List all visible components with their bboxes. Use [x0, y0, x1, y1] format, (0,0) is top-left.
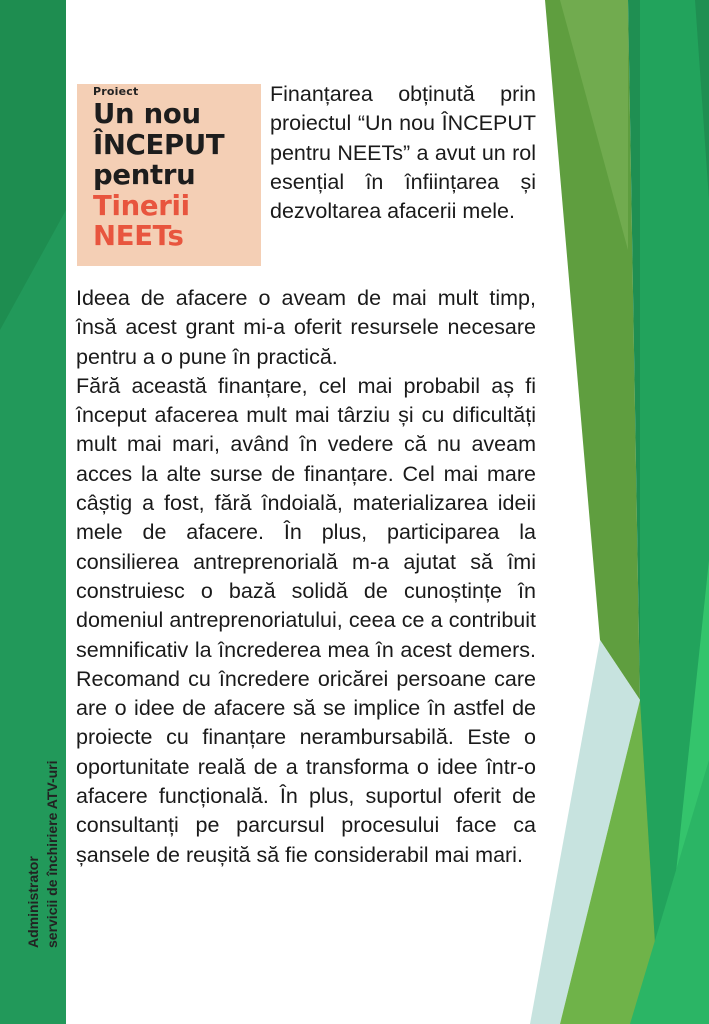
logo-small-text: Proiect [93, 85, 139, 98]
intro-paragraph: Finanțarea obținută prin proiectul “Un nou ÎNCEPUT pentru NEETs” a avut un rol esențial în înființarea și dezvoltarea afacerii mele. [270, 82, 536, 224]
body-paragraph-1: Ideea de afacere o aveam de mai mult timp, însă acest grant mi-a oferit resursele necesare pentru a o pune în practică. [76, 286, 536, 369]
author-role-line-2: servicii de închiriere ATV-uri [44, 760, 60, 948]
logo-line-3: pentru [93, 159, 196, 191]
author-role-label [24, 760, 62, 948]
logo-line-1: Un nou [93, 98, 201, 130]
author-role-line-1: Administrator [25, 856, 41, 948]
body-paragraph-2: Fără această finanțare, cel mai probabil aș fi început afacerea mult mai târziu și cu dificultăți mult mai mari, având în vedere că nu aveam acces la alte surse de finanțare. Cel mai mare câștig a fost, fără îndoială, materializarea ideii mele de afacere. În plus, participarea la consilierea antreprenorială m-a ajutat să îmi construiesc o bază solidă de cunoștințe în domeniul antreprenoriatului, ceea ce a contribuit semnificativ la încrederea mea în acest demers. Recomand cu încredere oricărei persoane care are o idee de afacere să se implice în astfel de proiecte cu finanțare nerambursabilă. Este o oportunitate reală de a transforma o idee într-o afacere funcțională. În plus, suportul oferit de consultanți pe parcursul procesului face ca șansele de reușită să fie considerabil mai mari. [76, 373, 536, 867]
intro-text-block [270, 80, 536, 226]
logo-line-5: NEETs [93, 220, 184, 252]
logo-line-2: ÎNCEPUT [93, 128, 225, 161]
logo-line-4: Tinerii [93, 189, 190, 222]
main-text-block [76, 284, 536, 870]
project-logo [77, 84, 261, 266]
